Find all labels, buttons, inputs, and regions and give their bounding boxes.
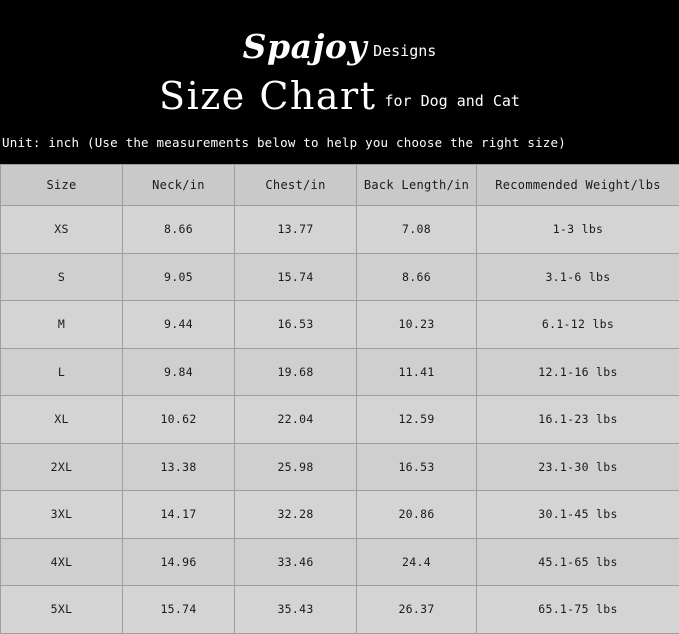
cell-size: M (1, 301, 123, 349)
cell-recommended-weight: 23.1-30 lbs (477, 443, 679, 491)
cell-back-length: 24.4 (357, 538, 477, 586)
cell-chest: 15.74 (235, 253, 357, 301)
cell-back-length: 12.59 (357, 396, 477, 444)
page-title (0, 63, 679, 115)
title-suffix: for Dog and Cat (384, 92, 519, 110)
unit-note: Unit: inch (Use the measurements below to help you choose the right size) (0, 135, 679, 150)
table-row (1, 206, 679, 254)
cell-size: XL (1, 396, 123, 444)
cell-chest: 33.46 (235, 538, 357, 586)
cell-recommended-weight: 65.1-75 lbs (477, 586, 679, 634)
cell-size: L (1, 348, 123, 396)
column-header-chest: Chest/in (235, 165, 357, 206)
table-row (1, 491, 679, 539)
cell-recommended-weight: 6.1-12 lbs (477, 301, 679, 349)
table-row (1, 396, 679, 444)
cell-size: 3XL (1, 491, 123, 539)
brand-name: Spajoy (243, 27, 367, 66)
cell-back-length: 8.66 (357, 253, 477, 301)
cell-neck: 10.62 (123, 396, 235, 444)
column-header-back-length: Back Length/in (357, 165, 477, 206)
cell-recommended-weight: 1-3 lbs (477, 206, 679, 254)
cell-back-length: 20.86 (357, 491, 477, 539)
cell-recommended-weight: 45.1-65 lbs (477, 538, 679, 586)
table-row (1, 443, 679, 491)
column-header-recommended-weight: Recommended Weight/lbs (477, 165, 679, 206)
brand-header (0, 0, 679, 63)
cell-chest: 35.43 (235, 586, 357, 634)
cell-chest: 22.04 (235, 396, 357, 444)
cell-chest: 19.68 (235, 348, 357, 396)
cell-size: 4XL (1, 538, 123, 586)
table-row (1, 586, 679, 634)
size-chart-table (0, 164, 679, 634)
cell-neck: 9.44 (123, 301, 235, 349)
cell-size: 2XL (1, 443, 123, 491)
table-row (1, 538, 679, 586)
cell-neck: 9.05 (123, 253, 235, 301)
cell-recommended-weight: 3.1-6 lbs (477, 253, 679, 301)
column-header-neck: Neck/in (123, 165, 235, 206)
cell-back-length: 7.08 (357, 206, 477, 254)
cell-chest: 32.28 (235, 491, 357, 539)
cell-size: XS (1, 206, 123, 254)
brand-suffix: Designs (373, 42, 436, 60)
cell-recommended-weight: 30.1-45 lbs (477, 491, 679, 539)
cell-recommended-weight: 16.1-23 lbs (477, 396, 679, 444)
cell-neck: 8.66 (123, 206, 235, 254)
table-header-row (1, 165, 679, 206)
cell-back-length: 10.23 (357, 301, 477, 349)
cell-chest: 16.53 (235, 301, 357, 349)
cell-chest: 13.77 (235, 206, 357, 254)
cell-neck: 14.17 (123, 491, 235, 539)
cell-back-length: 26.37 (357, 586, 477, 634)
cell-chest: 25.98 (235, 443, 357, 491)
table-row (1, 301, 679, 349)
cell-neck: 9.84 (123, 348, 235, 396)
cell-recommended-weight: 12.1-16 lbs (477, 348, 679, 396)
cell-size: 5XL (1, 586, 123, 634)
cell-neck: 14.96 (123, 538, 235, 586)
cell-neck: 15.74 (123, 586, 235, 634)
cell-back-length: 11.41 (357, 348, 477, 396)
title-main: Size Chart (159, 74, 376, 118)
table-row (1, 253, 679, 301)
column-header-size: Size (1, 165, 123, 206)
cell-size: S (1, 253, 123, 301)
cell-neck: 13.38 (123, 443, 235, 491)
table-row (1, 348, 679, 396)
cell-back-length: 16.53 (357, 443, 477, 491)
